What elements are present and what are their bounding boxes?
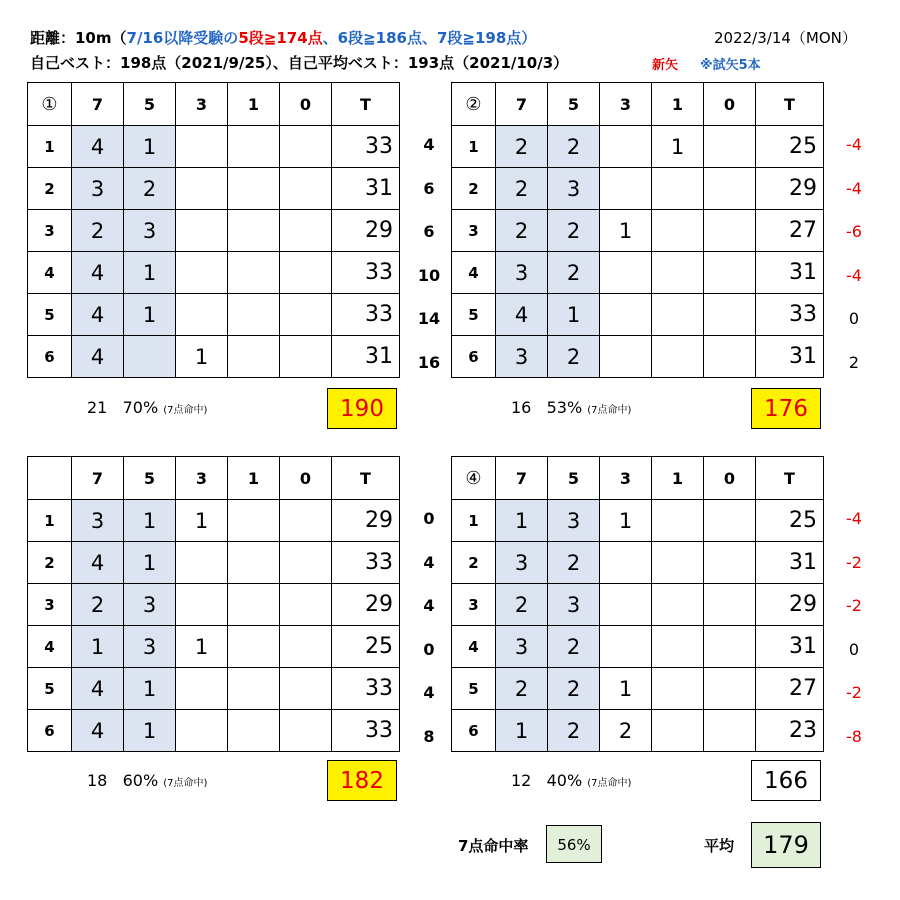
count-7: 4 (72, 252, 124, 294)
count-0 (280, 500, 332, 542)
set-1-total: 190 (327, 388, 397, 429)
table-row (452, 500, 824, 542)
column-header: 1 (228, 457, 280, 500)
row-number: 2 (452, 168, 496, 210)
score-difference: -4 (846, 178, 862, 198)
set-4-summary (511, 771, 631, 790)
count-1 (652, 542, 704, 584)
count-7: 3 (496, 626, 548, 668)
count-3: 1 (600, 668, 652, 710)
set-1-rate: 70% (122, 398, 159, 417)
score-difference: 0 (848, 309, 860, 328)
row-number: 4 (28, 626, 72, 668)
row-total: 31 (332, 168, 400, 210)
count-5 (124, 336, 176, 378)
count-7: 3 (496, 542, 548, 584)
dan-requirements-text: 、6段≧186点、7段≧198点） (322, 29, 537, 47)
count-1 (228, 210, 280, 252)
count-1 (228, 626, 280, 668)
set-3-hits: 18 (87, 771, 108, 790)
table-row (452, 584, 824, 626)
set-3-summary (87, 771, 207, 790)
count-5: 1 (124, 252, 176, 294)
cumulative-value: 6 (423, 178, 435, 198)
set-label: ① (28, 83, 72, 126)
count-1 (228, 336, 280, 378)
count-0 (280, 584, 332, 626)
count-1 (228, 126, 280, 168)
column-header: 5 (548, 457, 600, 500)
count-3 (600, 294, 652, 336)
scorecard-2 (451, 82, 824, 378)
row-total: 31 (332, 336, 400, 378)
table-row (28, 710, 400, 752)
set-2-summary (511, 398, 631, 417)
score-difference: 2 (848, 352, 860, 372)
count-3 (600, 126, 652, 168)
column-header: 0 (280, 457, 332, 500)
scorecard-3 (27, 456, 400, 752)
count-7: 1 (496, 500, 548, 542)
count-7: 2 (496, 168, 548, 210)
set-3-total: 182 (327, 760, 397, 801)
count-1 (228, 252, 280, 294)
row-total: 27 (756, 668, 824, 710)
cumulative-value: 6 (423, 222, 435, 241)
count-7: 2 (72, 210, 124, 252)
column-header: 7 (496, 457, 548, 500)
score-difference: -2 (846, 552, 862, 572)
count-1 (652, 252, 704, 294)
count-7: 4 (72, 336, 124, 378)
count-3 (600, 584, 652, 626)
average-label: 平均 (704, 837, 735, 855)
row-number: 2 (28, 542, 72, 584)
count-0 (280, 168, 332, 210)
row-total: 27 (756, 210, 824, 252)
count-3 (600, 626, 652, 668)
table-row (28, 294, 400, 336)
count-5: 2 (548, 668, 600, 710)
count-5: 2 (548, 626, 600, 668)
row-number: 1 (28, 126, 72, 168)
count-0 (280, 626, 332, 668)
row-total: 29 (756, 584, 824, 626)
column-header: 3 (600, 83, 652, 126)
row-number: 3 (28, 210, 72, 252)
row-number: 2 (28, 168, 72, 210)
row-number: 6 (452, 710, 496, 752)
count-5: 2 (548, 336, 600, 378)
set-1-hits: 21 (87, 398, 108, 417)
trial-arrows-note: ※試矢5本 (700, 58, 761, 73)
table-row (452, 126, 824, 168)
count-7: 4 (72, 710, 124, 752)
column-header: 5 (124, 457, 176, 500)
count-3 (176, 584, 228, 626)
row-number: 5 (452, 294, 496, 336)
row-number: 2 (452, 542, 496, 584)
count-1 (652, 336, 704, 378)
row-total: 25 (756, 500, 824, 542)
row-total: 25 (756, 126, 824, 168)
count-0 (704, 210, 756, 252)
count-7: 4 (72, 294, 124, 336)
dan5-requirement-text: 5段≧174点 (238, 29, 323, 47)
set-2-hits: 16 (511, 398, 532, 417)
count-3 (176, 252, 228, 294)
count-0 (704, 626, 756, 668)
column-header: T (756, 83, 824, 126)
count-0 (280, 210, 332, 252)
score-difference: -2 (846, 596, 862, 615)
count-1 (652, 668, 704, 710)
table-row (28, 584, 400, 626)
row-total: 23 (756, 710, 824, 752)
row-number: 1 (452, 500, 496, 542)
column-header: 3 (176, 83, 228, 126)
table-row (452, 668, 824, 710)
count-0 (280, 668, 332, 710)
count-7: 3 (72, 168, 124, 210)
count-1 (228, 542, 280, 584)
column-header: 1 (228, 83, 280, 126)
count-5: 3 (548, 168, 600, 210)
count-5: 1 (548, 294, 600, 336)
count-0 (704, 584, 756, 626)
count-0 (704, 542, 756, 584)
row-number: 5 (452, 668, 496, 710)
count-7: 2 (496, 210, 548, 252)
table-row (28, 210, 400, 252)
row-total: 33 (332, 668, 400, 710)
row-total: 33 (332, 710, 400, 752)
column-header: 0 (280, 83, 332, 126)
cumulative-value: 4 (423, 135, 435, 154)
count-3 (176, 126, 228, 168)
count-1 (228, 668, 280, 710)
header-row (28, 457, 400, 500)
set-2-total: 176 (751, 388, 821, 429)
count-0 (280, 710, 332, 752)
count-3: 1 (600, 500, 652, 542)
row-total: 33 (332, 294, 400, 336)
row-total: 31 (756, 252, 824, 294)
row-total: 31 (756, 336, 824, 378)
count-1 (652, 584, 704, 626)
column-header: 5 (548, 83, 600, 126)
count-3: 1 (176, 500, 228, 542)
table-row (452, 542, 824, 584)
set-4-hits: 12 (511, 771, 532, 790)
count-1 (228, 584, 280, 626)
count-7: 1 (72, 626, 124, 668)
new-arrows-label: 新矢 (652, 58, 679, 73)
column-header: 1 (652, 457, 704, 500)
count-7: 4 (496, 294, 548, 336)
row-total: 25 (332, 626, 400, 668)
count-7: 2 (496, 584, 548, 626)
row-number: 6 (28, 336, 72, 378)
column-header: T (332, 457, 400, 500)
table-row (28, 126, 400, 168)
distance-text: 距離：10m（ (30, 29, 127, 47)
count-0 (280, 336, 332, 378)
count-5: 1 (124, 294, 176, 336)
set-label: ② (452, 83, 496, 126)
cumulative-value: 14 (417, 309, 441, 328)
count-7: 2 (496, 126, 548, 168)
row-number: 3 (452, 210, 496, 252)
row-number: 5 (28, 294, 72, 336)
count-5: 2 (548, 210, 600, 252)
count-3 (176, 168, 228, 210)
count-1 (652, 500, 704, 542)
row-total: 33 (332, 126, 400, 168)
count-7: 4 (72, 126, 124, 168)
set-label (28, 457, 72, 500)
score-difference: -2 (846, 683, 862, 702)
row-number: 1 (28, 500, 72, 542)
header-row (452, 83, 824, 126)
table-row (28, 542, 400, 584)
score-difference: 0 (848, 639, 860, 659)
row-total: 33 (332, 252, 400, 294)
count-7: 2 (72, 584, 124, 626)
column-header: 5 (124, 83, 176, 126)
cumulative-value: 0 (423, 639, 435, 659)
count-1 (228, 294, 280, 336)
set-1-rate-note: (7点命中) (163, 405, 208, 416)
row-total: 33 (332, 542, 400, 584)
set-2-rate-note: (7点命中) (587, 405, 632, 416)
row-number: 4 (452, 626, 496, 668)
count-0 (704, 500, 756, 542)
count-5: 2 (124, 168, 176, 210)
count-3 (176, 710, 228, 752)
count-1 (652, 626, 704, 668)
score-difference: -4 (846, 265, 862, 285)
count-1 (652, 168, 704, 210)
table-row (452, 336, 824, 378)
count-7: 4 (72, 542, 124, 584)
count-0 (704, 126, 756, 168)
table-row (452, 168, 824, 210)
count-1 (228, 710, 280, 752)
count-5: 1 (124, 710, 176, 752)
column-header: 3 (176, 457, 228, 500)
column-header: 7 (72, 83, 124, 126)
count-7: 3 (496, 252, 548, 294)
set-3-rate-note: (7点命中) (163, 778, 208, 789)
header-row (452, 457, 824, 500)
table-row (28, 668, 400, 710)
set-4-total: 166 (751, 760, 821, 801)
count-0 (704, 668, 756, 710)
count-5: 1 (124, 668, 176, 710)
row-total: 29 (332, 210, 400, 252)
count-0 (704, 252, 756, 294)
column-header: 7 (496, 83, 548, 126)
set-label: ④ (452, 457, 496, 500)
count-0 (280, 294, 332, 336)
count-7: 2 (496, 668, 548, 710)
count-0 (704, 336, 756, 378)
count-3 (600, 252, 652, 294)
table-row (452, 626, 824, 668)
count-3 (176, 542, 228, 584)
hit-rate-value: 56% (546, 825, 602, 863)
count-0 (280, 252, 332, 294)
count-5: 2 (548, 126, 600, 168)
cumulative-value: 10 (417, 265, 441, 285)
count-7: 3 (496, 336, 548, 378)
count-5: 3 (548, 584, 600, 626)
row-number: 6 (452, 336, 496, 378)
count-1 (652, 710, 704, 752)
count-7: 1 (496, 710, 548, 752)
row-number: 3 (452, 584, 496, 626)
exam-note-text: 7/16以降受験の (126, 29, 239, 47)
set-3-rate: 60% (122, 771, 159, 790)
table-row (28, 626, 400, 668)
count-5: 2 (548, 710, 600, 752)
count-5: 3 (548, 500, 600, 542)
row-number: 3 (28, 584, 72, 626)
count-5: 1 (124, 126, 176, 168)
score-difference: -8 (846, 726, 862, 746)
count-0 (280, 126, 332, 168)
count-3: 1 (600, 210, 652, 252)
count-3 (600, 168, 652, 210)
cumulative-value: 4 (423, 552, 435, 572)
cumulative-value: 4 (423, 596, 435, 615)
count-3 (176, 210, 228, 252)
count-0 (280, 542, 332, 584)
row-number: 1 (452, 126, 496, 168)
set-4-rate-note: (7点命中) (587, 778, 632, 789)
row-total: 33 (756, 294, 824, 336)
set-2-rate: 53% (546, 398, 583, 417)
date-text: 2022/3/14（MON） (714, 29, 857, 47)
column-header: 3 (600, 457, 652, 500)
personal-best-text: 自己ベスト：198点（2021/9/25）、自己平均ベスト：193点（2021/10/3） (30, 54, 569, 72)
scorecard-1 (27, 82, 400, 378)
row-total: 31 (756, 626, 824, 668)
row-number: 4 (28, 252, 72, 294)
count-3 (176, 668, 228, 710)
count-5: 2 (548, 542, 600, 584)
row-number: 5 (28, 668, 72, 710)
column-header: 1 (652, 83, 704, 126)
count-5: 3 (124, 210, 176, 252)
count-3: 2 (600, 710, 652, 752)
row-number: 6 (28, 710, 72, 752)
cumulative-value: 4 (423, 683, 435, 702)
count-0 (704, 168, 756, 210)
cumulative-value: 16 (417, 352, 441, 372)
column-header: 7 (72, 457, 124, 500)
count-5: 1 (124, 500, 176, 542)
set-1-summary (87, 398, 207, 417)
count-5: 1 (124, 542, 176, 584)
count-3 (176, 294, 228, 336)
cumulative-value: 0 (423, 509, 435, 528)
hit-rate-label: 7点命中率 (458, 837, 529, 855)
row-number: 4 (452, 252, 496, 294)
set-4-rate: 40% (546, 771, 583, 790)
score-difference: -6 (846, 222, 862, 241)
count-7: 3 (72, 500, 124, 542)
count-1 (652, 210, 704, 252)
column-header: T (756, 457, 824, 500)
count-1 (652, 294, 704, 336)
row-total: 31 (756, 542, 824, 584)
average-value: 179 (751, 822, 821, 868)
column-header: T (332, 83, 400, 126)
table-row (452, 252, 824, 294)
count-3 (600, 336, 652, 378)
table-row (28, 252, 400, 294)
count-3: 1 (176, 626, 228, 668)
count-1: 1 (652, 126, 704, 168)
table-row (28, 168, 400, 210)
count-0 (704, 710, 756, 752)
count-7: 4 (72, 668, 124, 710)
count-0 (704, 294, 756, 336)
count-1 (228, 500, 280, 542)
table-row (28, 336, 400, 378)
column-header: 0 (704, 457, 756, 500)
table-row (28, 500, 400, 542)
count-5: 3 (124, 626, 176, 668)
count-1 (228, 168, 280, 210)
count-3: 1 (176, 336, 228, 378)
row-total: 29 (332, 584, 400, 626)
header-line-1 (30, 27, 536, 48)
scorecard-4 (451, 456, 824, 752)
score-difference: -4 (846, 135, 862, 154)
count-3 (600, 542, 652, 584)
header-row (28, 83, 400, 126)
score-difference: -4 (846, 509, 862, 528)
table-row (452, 210, 824, 252)
row-total: 29 (332, 500, 400, 542)
column-header: 0 (704, 83, 756, 126)
cumulative-value: 8 (423, 726, 435, 746)
table-row (452, 710, 824, 752)
row-total: 29 (756, 168, 824, 210)
table-row (452, 294, 824, 336)
count-5: 3 (124, 584, 176, 626)
count-5: 2 (548, 252, 600, 294)
